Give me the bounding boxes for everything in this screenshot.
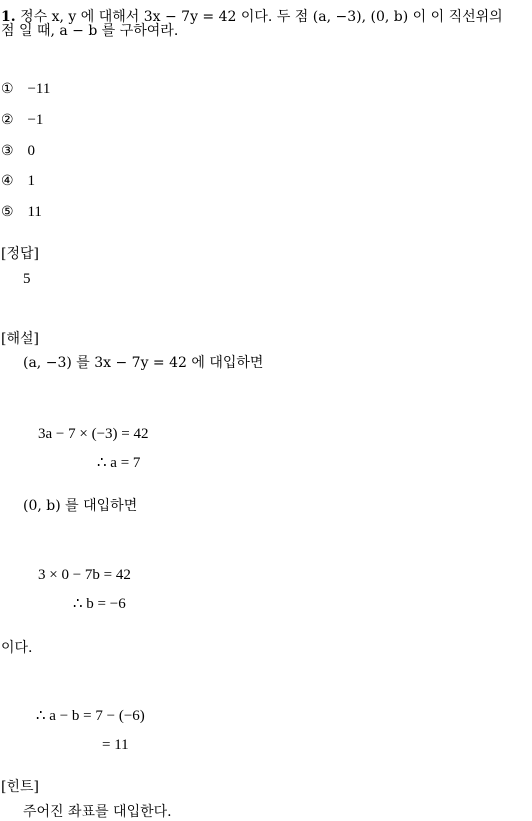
explanation-equation-5: ∴ a − b = 7 − (−6): [36, 708, 145, 724]
choice-1[interactable]: [1, 80, 50, 98]
answer-value: 5: [23, 271, 31, 287]
choice-4[interactable]: [1, 172, 35, 190]
choice-2[interactable]: [1, 111, 43, 129]
explanation-step-2: (0, b) 를 대입하면: [23, 498, 138, 514]
choice-5-value: 11: [27, 204, 42, 220]
choice-3-marker: ③: [1, 143, 14, 159]
choice-1-value: −11: [27, 81, 51, 97]
explanation-equation-1: 3a − 7 × (−3) = 42: [38, 426, 149, 442]
choice-2-marker: ②: [1, 112, 14, 128]
explanation-step-1: (a, −3) 를 3x − 7y = 42 에 대입하면: [23, 355, 264, 371]
question-text-line-1: 정수 x, y 에 대해서 3x − 7y = 42 이다. 두 점 (a, −3), (0, b) 이 이 직선위의: [20, 9, 503, 25]
question-number: 1.: [1, 9, 16, 25]
choice-4-marker: ④: [1, 173, 14, 189]
hint-label: [힌트]: [1, 779, 39, 795]
choice-3-value: 0: [27, 143, 35, 159]
explanation-equation-4: ∴ b = −6: [73, 596, 126, 612]
choice-5[interactable]: [1, 203, 42, 221]
choice-1-marker: ①: [1, 81, 14, 97]
choice-2-value: −1: [27, 112, 44, 128]
question-line-2: 점 일 때, a − b 를 구하여라.: [1, 23, 179, 39]
answer-label: [정답]: [1, 246, 39, 262]
explanation-equation-2: ∴ a = 7: [97, 455, 141, 471]
explanation-equation-3: 3 × 0 − 7b = 42: [38, 567, 131, 583]
explanation-step-3: 이다.: [1, 640, 33, 656]
choice-5-marker: ⑤: [1, 204, 14, 220]
choice-4-value: 1: [27, 173, 35, 189]
explanation-equation-6: = 11: [102, 737, 129, 753]
hint-text: 주어진 좌표를 대입한다.: [23, 804, 172, 820]
choice-3[interactable]: [1, 142, 35, 160]
explanation-label: [해설]: [1, 331, 39, 347]
